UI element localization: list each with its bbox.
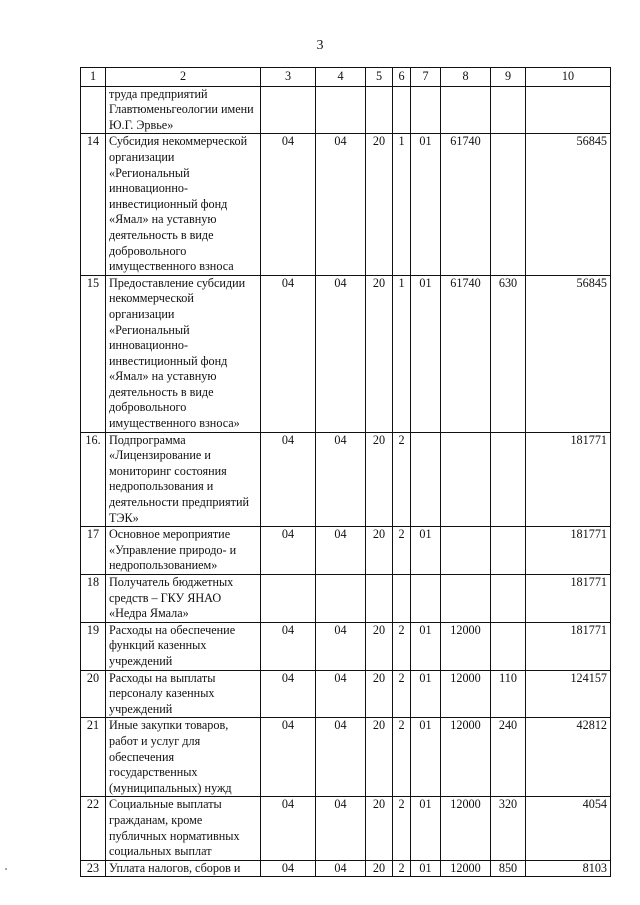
code-col-3: [261, 86, 316, 134]
code-col-9: 630: [491, 275, 526, 432]
code-col-9: [491, 527, 526, 575]
header-cell-7: 7: [411, 68, 441, 87]
code-col-3: [261, 575, 316, 623]
code-col-5: [366, 575, 393, 623]
code-col-3: 04: [261, 275, 316, 432]
code-col-8: 12000: [441, 860, 491, 877]
header-row: [81, 68, 611, 87]
code-col-5: 20: [366, 670, 393, 718]
code-col-8: [441, 86, 491, 134]
code-col-5: 20: [366, 134, 393, 275]
amount-cell: 4054: [526, 797, 611, 860]
row-number: 15: [81, 275, 106, 432]
code-col-9: 320: [491, 797, 526, 860]
code-col-3: 04: [261, 670, 316, 718]
code-col-7: 01: [411, 718, 441, 797]
code-col-7: [411, 86, 441, 134]
code-col-9: [491, 622, 526, 670]
code-col-6: 1: [393, 134, 411, 275]
table-row: [81, 134, 611, 275]
table-row: [81, 622, 611, 670]
row-number: 16.: [81, 432, 106, 527]
header-cell-9: 9: [491, 68, 526, 87]
code-col-5: 20: [366, 275, 393, 432]
row-description: Расходы на обеспечение функций казенных учреждений: [106, 622, 261, 670]
code-col-9: [491, 432, 526, 527]
row-description: Иные закупки товаров, работ и услуг для обеспечения государственных (муниципальных) нужд: [106, 718, 261, 797]
code-col-8: 61740: [441, 275, 491, 432]
row-number: 20: [81, 670, 106, 718]
amount-cell: 42812: [526, 718, 611, 797]
code-col-6: [393, 575, 411, 623]
code-col-6: [393, 86, 411, 134]
table-row: [81, 275, 611, 432]
code-col-5: 20: [366, 622, 393, 670]
row-number: 23: [81, 860, 106, 877]
row-number: 14: [81, 134, 106, 275]
row-description: труда предприятий Главтюменьгеологии имени Ю.Г. Эрвье»: [106, 86, 261, 134]
code-col-4: 04: [316, 134, 366, 275]
code-col-6: 2: [393, 432, 411, 527]
code-col-4: 04: [316, 797, 366, 860]
table-row: [81, 797, 611, 860]
page-number: 3: [316, 38, 324, 53]
code-col-4: [316, 575, 366, 623]
code-col-7: [411, 575, 441, 623]
code-col-5: 20: [366, 718, 393, 797]
code-col-7: 01: [411, 860, 441, 877]
code-col-3: 04: [261, 860, 316, 877]
code-col-6: 2: [393, 527, 411, 575]
code-col-4: 04: [316, 527, 366, 575]
code-col-3: 04: [261, 134, 316, 275]
budget-table: [80, 67, 611, 877]
code-col-9: 240: [491, 718, 526, 797]
row-number: 21: [81, 718, 106, 797]
amount-cell: [526, 86, 611, 134]
amount-cell: 56845: [526, 134, 611, 275]
code-col-3: 04: [261, 622, 316, 670]
table-row: [81, 432, 611, 527]
row-description: Подпрограмма «Лицензирование и мониторинг состояния недропользования и деятельности предприятий ТЭК»: [106, 432, 261, 527]
code-col-8: [441, 575, 491, 623]
code-col-5: 20: [366, 797, 393, 860]
row-number: 19: [81, 622, 106, 670]
row-description: Субсидия некоммерческой организации «Региональный инновационно-инвестиционный фонд «Ямал» на уставную деятельность в виде добровольного имущественного взноса: [106, 134, 261, 275]
code-col-4: 04: [316, 622, 366, 670]
table-row: [81, 718, 611, 797]
code-col-3: 04: [261, 527, 316, 575]
code-col-7: 01: [411, 134, 441, 275]
code-col-5: 20: [366, 432, 393, 527]
row-number: [81, 86, 106, 134]
header-cell-2: 2: [106, 68, 261, 87]
row-description: Расходы на выплаты персоналу казенных учреждений: [106, 670, 261, 718]
code-col-9: 850: [491, 860, 526, 877]
code-col-8: [441, 527, 491, 575]
header-cell-6: 6: [393, 68, 411, 87]
code-col-8: 61740: [441, 134, 491, 275]
table-row: [81, 860, 611, 877]
amount-cell: 124157: [526, 670, 611, 718]
code-col-7: [411, 432, 441, 527]
code-col-6: 2: [393, 797, 411, 860]
code-col-3: 04: [261, 797, 316, 860]
amount-cell: 181771: [526, 575, 611, 623]
header-cell-5: 5: [366, 68, 393, 87]
row-description: Основное мероприятие «Управление природо- и недропользованием»: [106, 527, 261, 575]
header-cell-3: 3: [261, 68, 316, 87]
code-col-9: [491, 86, 526, 134]
code-col-6: 2: [393, 718, 411, 797]
header-cell-8: 8: [441, 68, 491, 87]
code-col-4: 04: [316, 275, 366, 432]
table-row: [81, 575, 611, 623]
code-col-7: 01: [411, 670, 441, 718]
code-col-9: 110: [491, 670, 526, 718]
code-col-4: 04: [316, 670, 366, 718]
code-col-7: 01: [411, 622, 441, 670]
code-col-5: [366, 86, 393, 134]
row-description: Предоставление субсидии некоммерческой организации «Региональный инновационно-инвестиционный фонд «Ямал» на уставную деятельность в виде добровольного имущественного взноса»: [106, 275, 261, 432]
table-row: [81, 527, 611, 575]
row-number: 18: [81, 575, 106, 623]
row-description: Уплата налогов, сборов и: [106, 860, 261, 877]
code-col-4: 04: [316, 432, 366, 527]
table-row: [81, 670, 611, 718]
header-cell-4: 4: [316, 68, 366, 87]
code-col-7: 01: [411, 797, 441, 860]
code-col-6: 1: [393, 275, 411, 432]
table-body: [81, 86, 611, 877]
code-col-8: [441, 432, 491, 527]
code-col-9: [491, 134, 526, 275]
code-col-8: 12000: [441, 622, 491, 670]
code-col-5: 20: [366, 527, 393, 575]
code-col-3: 04: [261, 432, 316, 527]
amount-cell: 8103: [526, 860, 611, 877]
code-col-4: [316, 86, 366, 134]
amount-cell: 181771: [526, 432, 611, 527]
header-cell-10: 10: [526, 68, 611, 87]
code-col-6: 2: [393, 670, 411, 718]
code-col-3: 04: [261, 718, 316, 797]
amount-cell: 181771: [526, 622, 611, 670]
amount-cell: 56845: [526, 275, 611, 432]
code-col-5: 20: [366, 860, 393, 877]
code-col-8: 12000: [441, 670, 491, 718]
code-col-6: 2: [393, 860, 411, 877]
code-col-7: 01: [411, 275, 441, 432]
row-number: 17: [81, 527, 106, 575]
code-col-4: 04: [316, 718, 366, 797]
header-cell-1: 1: [81, 68, 106, 87]
row-description: Социальные выплаты гражданам, кроме публичных нормативных социальных выплат: [106, 797, 261, 860]
row-description: Получатель бюджетных средств – ГКУ ЯНАО «Недра Ямала»: [106, 575, 261, 623]
table-row: [81, 86, 611, 134]
code-col-8: 12000: [441, 797, 491, 860]
amount-cell: 181771: [526, 527, 611, 575]
code-col-4: 04: [316, 860, 366, 877]
code-col-6: 2: [393, 622, 411, 670]
scan-artifact: [5, 868, 7, 870]
code-col-9: [491, 575, 526, 623]
code-col-7: 01: [411, 527, 441, 575]
row-number: 22: [81, 797, 106, 860]
code-col-8: 12000: [441, 718, 491, 797]
